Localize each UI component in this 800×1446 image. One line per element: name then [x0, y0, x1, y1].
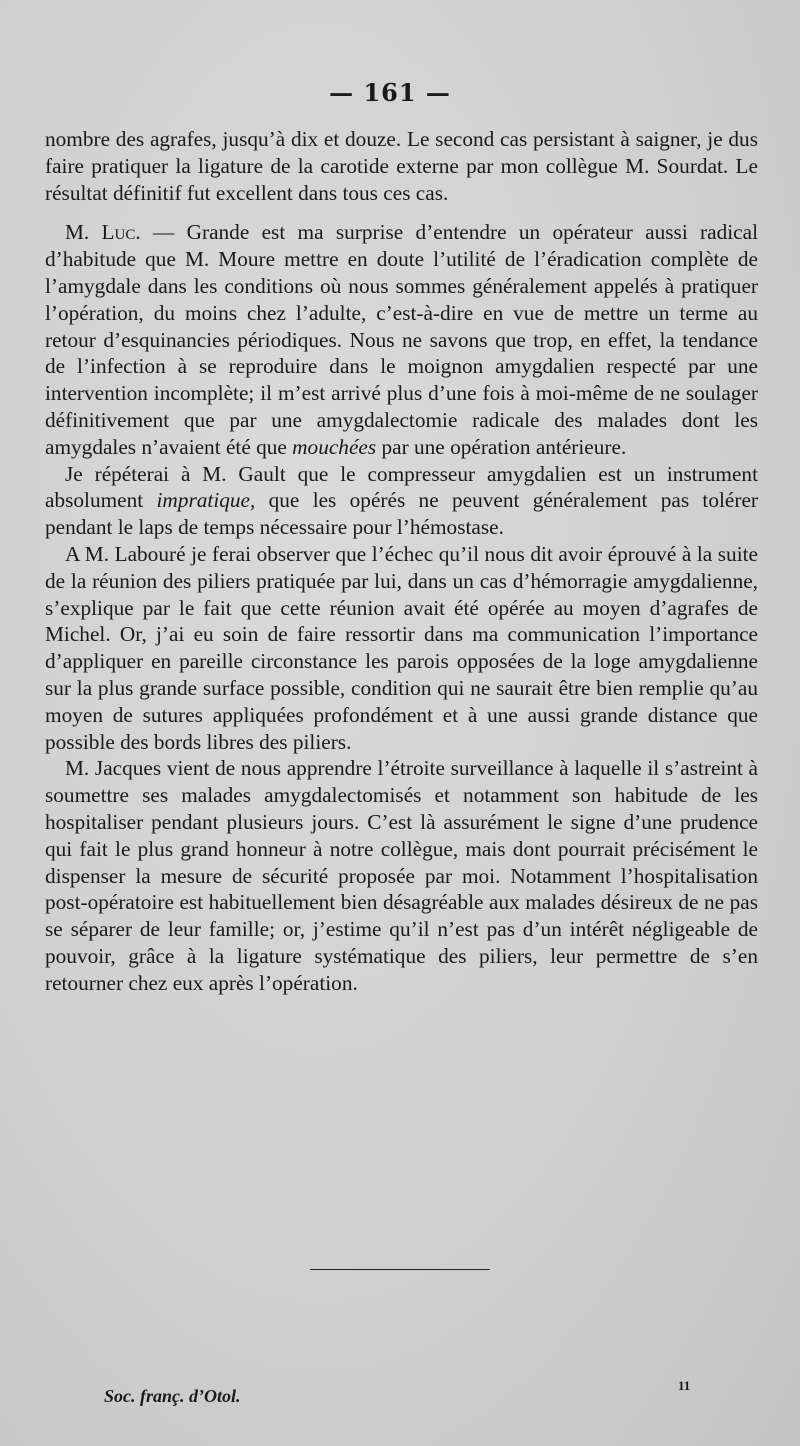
page-number: — 161 — [329, 78, 451, 107]
body-text [45, 126, 758, 997]
paragraph-3-end: , que les opérés ne peuvent généralement pas tolérer pendant le laps de temps nécessaire pour l’hémostase. [45, 488, 758, 540]
paragraph-laboure [45, 541, 758, 755]
footer-source: Soc. franç. d’Otol. [104, 1386, 241, 1406]
paragraph-2-end: par une opération antérieure. [376, 434, 627, 459]
italic-word-mouchees: mouchées [292, 434, 377, 459]
speaker-name: M. Luc. [65, 220, 141, 245]
italic-word-impratique: impratique [156, 488, 250, 513]
paragraph-continuation [45, 126, 758, 206]
paragraph-1-text: nombre des agrafes, jusqu’à dix et douze. Le second cas persistant à saigner, je dus faire pratiquer la ligature de la carotide externe par mon collègue M. Sourdat. Le résultat définitif fut excellent dans tous ces cas. [45, 127, 758, 205]
paragraph-gault [45, 461, 758, 541]
paragraph-5-text: M. Jacques vient de nous apprendre l’étroite surveillance à laquelle il s’astreint à soumettre ses malades amygdalectomisés et notamment son habitude de les hospitaliser pendant plusieurs jours. C’est là assurément le signe d’une prudence qui fait le plus grand honneur à notre collègue, mais dont pourrait précisément le dispenser la mesure de sécurité proposée par moi. Notamment l’hospitalisation post-opératoire est habituellement bien désagréable aux malades désireux de ne pas se séparer de leur famille; or, j’estime qu’il n’est pas d’un intérêt négligeable de pouvoir, grâce à la ligature systématique des piliers, leur permettre de s’en retourner chez eux après l’opération. [45, 756, 758, 995]
paragraph-2-text: — Grande est ma surprise d’entendre un opérateur aussi radical d’habitude que M. Moure mettre en doute l’utilité de l’éradication complète de l’amygdale dans les conditions où nous sommes généralement appelés à pratiquer l’opération, du moins chez l’adulte, c’est-à-dire en vue de mettre un terme au retour d’esquinancies périodiques. Nous ne savons que trop, en effet, la tendance de l’infection à se reproduire dans le moignon amygdalien respecté par une intervention incomplète; il m’est arrivé plus d’une fois à moi-même de ne soulager définitivement que par une amygdalectomie radicale des malades dont les amygdales n’avaient été que [45, 220, 758, 459]
paragraph-jacques [45, 755, 758, 996]
paragraph-3-text: Je répéterai à M. Gault que le compresseur amygdalien est un instrument absolument [45, 461, 758, 513]
signature-mark: 11 [678, 1378, 691, 1393]
paragraph-luc [45, 219, 758, 460]
section-divider [310, 1269, 490, 1270]
paragraph-4-text: A M. Labouré je ferai observer que l’échec qu’il nous dit avoir éprouvé à la suite de la réunion des piliers pratiquée par lui, dans un cas d’hémorragie amygdalienne, s’explique par le fait que cette réunion avait été opérée au moyen d’agrafes de Michel. Or, j’ai eu soin de faire ressortir dans ma communication l’importance d’appliquer en pareille circonstance les parois opposées de la loge amygdalienne sur la plus grande surface possible, condition qui ne saurait être bien remplie qu’au moyen de sutures appliquées profondément et à une aussi grande distance que possible des bords libres des piliers. [45, 541, 758, 754]
